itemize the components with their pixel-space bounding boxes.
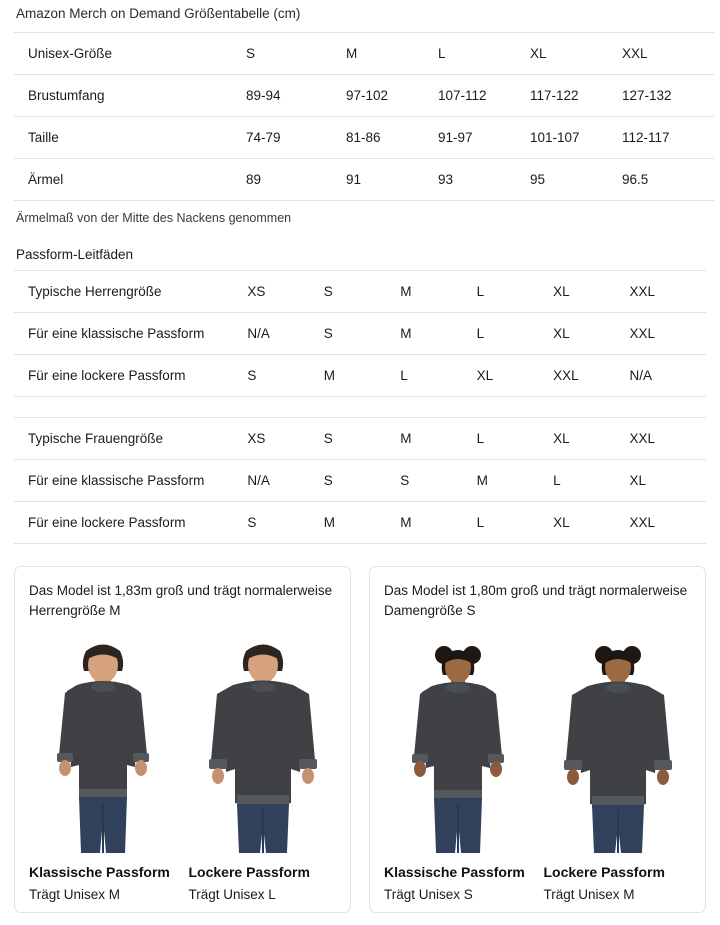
- cell: XXL: [630, 271, 706, 313]
- cell: XL: [553, 313, 629, 355]
- cell: XXL: [630, 418, 706, 460]
- cell: XXL: [553, 355, 629, 397]
- cell: S: [324, 460, 400, 502]
- table-row: [14, 159, 714, 201]
- row-label: Für eine lockere Passform: [14, 355, 247, 397]
- cell: N/A: [630, 355, 706, 397]
- cell: 117-122: [530, 75, 622, 117]
- cell: S: [400, 460, 476, 502]
- cell: 89: [246, 159, 346, 201]
- wears-label: Trägt Unisex L: [188, 887, 276, 903]
- model-card-male: [14, 566, 351, 913]
- wears-label: Trägt Unisex M: [543, 887, 635, 903]
- caption-classic-fit: [29, 863, 177, 902]
- table-row: [14, 460, 706, 502]
- cell: M: [324, 355, 400, 397]
- table-row: [14, 33, 714, 75]
- cell: XL: [553, 418, 629, 460]
- cell: L: [477, 313, 553, 355]
- cell: L: [477, 271, 553, 313]
- table-row: [14, 117, 714, 159]
- cell: XXL: [630, 502, 706, 544]
- cell: N/A: [247, 313, 323, 355]
- cell: L: [477, 502, 553, 544]
- cell: M: [400, 502, 476, 544]
- model-figures: [29, 633, 336, 853]
- row-label: Für eine klassische Passform: [14, 313, 247, 355]
- cell: M: [400, 313, 476, 355]
- cell: XXL: [630, 313, 706, 355]
- model-captions: [29, 863, 336, 902]
- table-row: [14, 271, 706, 313]
- table-spacer: [14, 397, 706, 417]
- fit-guides-label: Passform-Leitfäden: [16, 247, 134, 263]
- cell: 74-79: [246, 117, 346, 159]
- caption-relaxed-fit: [544, 863, 692, 902]
- cell: XL: [477, 355, 553, 397]
- fit-label: Klassische Passform: [384, 864, 525, 881]
- model-captions: [384, 863, 691, 902]
- cell: S: [246, 33, 346, 75]
- female-model-classic-fit: [384, 633, 532, 853]
- cell: M: [400, 418, 476, 460]
- caption-classic-fit: [384, 863, 532, 902]
- row-label: Taille: [14, 117, 246, 159]
- model-card-female: [369, 566, 706, 913]
- wears-label: Trägt Unisex M: [29, 887, 121, 903]
- caption-relaxed-fit: [189, 863, 337, 902]
- cell: L: [400, 355, 476, 397]
- cell: M: [400, 271, 476, 313]
- mens-fit-table: [14, 270, 706, 397]
- measurement-table: [14, 32, 714, 201]
- cell: XL: [553, 502, 629, 544]
- cell: S: [324, 271, 400, 313]
- womens-fit-table: [14, 417, 706, 544]
- table-row: [14, 313, 706, 355]
- cell: 91-97: [438, 117, 530, 159]
- cell: XL: [553, 271, 629, 313]
- cell: M: [477, 460, 553, 502]
- cell: 97-102: [346, 75, 438, 117]
- cell: S: [247, 502, 323, 544]
- fit-label: Klassische Passform: [29, 864, 170, 881]
- cell: M: [346, 33, 438, 75]
- cell: 81-86: [346, 117, 438, 159]
- row-label: Unisex-Größe: [14, 33, 246, 75]
- cell: XL: [630, 460, 706, 502]
- cell: S: [324, 313, 400, 355]
- cell: 127-132: [622, 75, 714, 117]
- male-model-classic-fit: [29, 633, 177, 853]
- row-label: Typische Herrengröße: [14, 271, 247, 313]
- cell: L: [438, 33, 530, 75]
- model-figures: [384, 633, 691, 853]
- row-label: Typische Frauengröße: [14, 418, 247, 460]
- row-label: Für eine klassische Passform: [14, 460, 247, 502]
- cell: 107-112: [438, 75, 530, 117]
- cell: 112-117: [622, 117, 714, 159]
- table-row: [14, 355, 706, 397]
- cell: S: [324, 418, 400, 460]
- table-row: [14, 502, 706, 544]
- page-title: Amazon Merch on Demand Größentabelle (cm): [16, 6, 301, 21]
- model-cards: [14, 566, 706, 913]
- table-row: [14, 75, 714, 117]
- cell: XXL: [622, 33, 714, 75]
- row-label: Für eine lockere Passform: [14, 502, 247, 544]
- fit-label: Lockere Passform: [188, 864, 310, 881]
- cell: 96.5: [622, 159, 714, 201]
- sleeve-measurement-note: Ärmelmaß von der Mitte des Nackens genommen: [16, 211, 292, 226]
- cell: L: [553, 460, 629, 502]
- cell: XS: [247, 271, 323, 313]
- cell: XL: [530, 33, 622, 75]
- cell: 95: [530, 159, 622, 201]
- model-card-heading: Das Model ist 1,80m groß und trägt normalerweise Damengröße S: [384, 583, 688, 618]
- cell: M: [324, 502, 400, 544]
- cell: 89-94: [246, 75, 346, 117]
- cell: N/A: [247, 460, 323, 502]
- fit-label: Lockere Passform: [543, 864, 665, 881]
- table-row: [14, 418, 706, 460]
- cell: L: [477, 418, 553, 460]
- cell: 93: [438, 159, 530, 201]
- cell: 101-107: [530, 117, 622, 159]
- male-model-relaxed-fit: [189, 633, 337, 853]
- cell: 91: [346, 159, 438, 201]
- row-label: Ärmel: [14, 159, 246, 201]
- female-model-relaxed-fit: [544, 633, 692, 853]
- row-label: Brustumfang: [14, 75, 246, 117]
- wears-label: Trägt Unisex S: [384, 887, 473, 903]
- model-card-heading: Das Model ist 1,83m groß und trägt normalerweise Herrengröße M: [29, 583, 333, 618]
- cell: S: [247, 355, 323, 397]
- cell: XS: [247, 418, 323, 460]
